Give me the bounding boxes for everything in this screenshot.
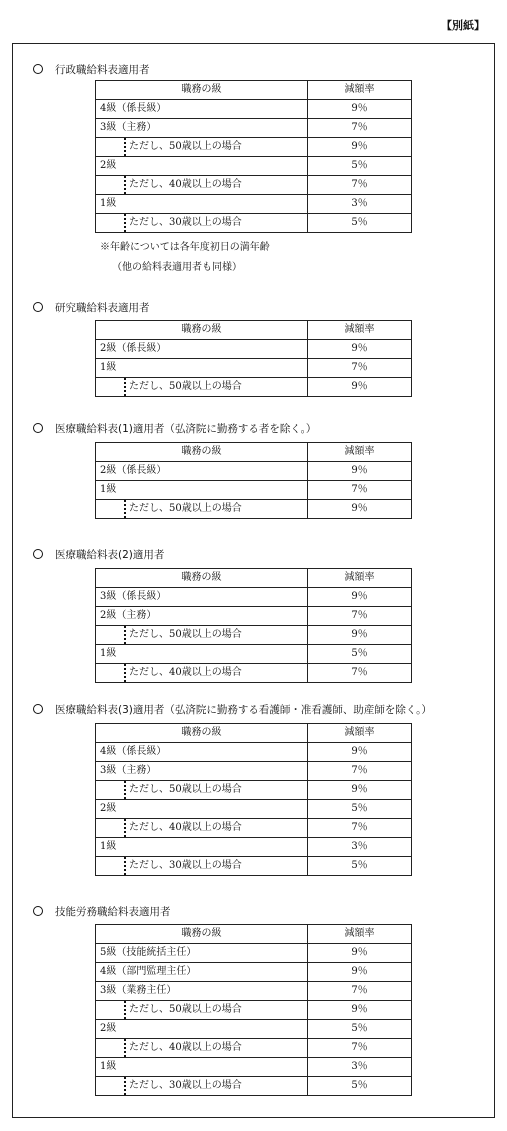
table-header-row [96,569,412,588]
table-header-row [96,81,412,100]
section-title [33,62,150,77]
section-title [33,547,164,562]
header-rate: 減額率 [308,569,412,588]
table-subrow [96,214,412,233]
table-row [96,359,412,378]
table-subrow [96,138,412,157]
table-row [96,645,412,664]
table-subrow [96,857,412,876]
grade-cell: 2級（係長級） [96,462,308,481]
rate-cell: 7％ [308,982,412,1001]
table-header-row [96,925,412,944]
reduction-rate-table [95,723,412,876]
table-row [96,743,412,762]
grade-cell: 2級 [96,157,308,176]
rate-cell: 5％ [308,800,412,819]
rate-cell: 5％ [308,645,412,664]
table-row [96,762,412,781]
age-condition-cell [96,857,308,876]
table-row [96,1058,412,1077]
rate-cell: 9％ [308,500,412,519]
age-condition-text: ただし、50歳以上の場合 [129,629,242,640]
age-condition-cell [96,1077,308,1096]
rate-cell: 9％ [308,462,412,481]
age-condition-cell [96,1001,308,1020]
grade-cell: 4級（係長級） [96,100,308,119]
rate-cell: 3％ [308,195,412,214]
table-row [96,982,412,1001]
header-rate: 減額率 [308,925,412,944]
table-subrow [96,664,412,683]
section-title-text: 医療職給料表(2)適用者 [55,549,165,561]
grade-cell: 1級 [96,481,308,500]
rate-cell: 9％ [308,378,412,397]
rate-cell: 7％ [308,359,412,378]
age-condition-text: ただし、30歳以上の場合 [129,860,242,871]
age-condition-cell [96,1039,308,1058]
age-condition-cell [96,378,308,397]
reduction-rate-table [95,80,412,233]
grade-cell: 1級 [96,645,308,664]
header-rate: 減額率 [308,724,412,743]
age-condition-cell [96,138,308,157]
grade-cell: 3級（業務主任） [96,982,308,1001]
table-subrow [96,819,412,838]
grade-cell: 2級 [96,1020,308,1039]
section-title-text: 行政職給料表適用者 [55,64,150,76]
age-condition-text: ただし、50歳以上の場合 [129,503,242,514]
header-rate: 減額率 [308,443,412,462]
rate-cell: 9％ [308,100,412,119]
grade-cell: 1級 [96,359,308,378]
age-condition-text: ただし、40歳以上の場合 [129,667,242,678]
circle-bullet-icon [33,423,43,433]
table-header-row [96,724,412,743]
header-rate: 減額率 [308,321,412,340]
header-grade: 職務の級 [96,925,308,944]
grade-cell: 3級（係長級） [96,588,308,607]
table-row [96,1020,412,1039]
table-row [96,607,412,626]
table-row [96,100,412,119]
header-grade: 職務の級 [96,724,308,743]
section-title-text: 研究職給料表適用者 [55,302,150,314]
rate-cell: 9％ [308,1001,412,1020]
rate-cell: 7％ [308,819,412,838]
reduction-rate-table [95,924,412,1096]
grade-cell: 4級（部門監理主任） [96,963,308,982]
table-row [96,481,412,500]
circle-bullet-icon [33,906,43,916]
rate-cell: 5％ [308,157,412,176]
rate-cell: 3％ [308,838,412,857]
age-condition-text: ただし、50歳以上の場合 [129,784,242,795]
section-title-text: 技能労務職給料表適用者 [55,906,171,918]
grade-cell: 2級（係長級） [96,340,308,359]
age-condition-cell [96,214,308,233]
age-condition-text: ただし、50歳以上の場合 [129,1004,242,1015]
table-row [96,588,412,607]
table-row [96,944,412,963]
table-subrow [96,781,412,800]
rate-cell: 7％ [308,664,412,683]
grade-cell: 1級 [96,838,308,857]
rate-cell: 9％ [308,138,412,157]
table-row [96,462,412,481]
rate-cell: 9％ [308,781,412,800]
reduction-rate-table [95,320,412,397]
rate-cell: 9％ [308,963,412,982]
grade-cell: 4級（係長級） [96,743,308,762]
section-title-text: 医療職給料表(1)適用者（弘済院に勤務する者を除く。） [55,423,317,435]
rate-cell: 7％ [308,176,412,195]
age-condition-cell [96,664,308,683]
table-row [96,157,412,176]
header-grade: 職務の級 [96,569,308,588]
table-row [96,838,412,857]
age-condition-cell [96,626,308,645]
table-subrow [96,500,412,519]
age-condition-text: ただし、50歳以上の場合 [129,381,242,392]
grade-cell: 2級（主務） [96,607,308,626]
section-title-text: 医療職給料表(3)適用者（弘済院に勤務する看護師・准看護師、助産師を除く。） [55,704,432,716]
age-condition-text: ただし、40歳以上の場合 [129,179,242,190]
age-condition-cell [96,781,308,800]
section-title [33,421,316,436]
table-subrow [96,1001,412,1020]
table-subrow [96,176,412,195]
age-condition-text: ただし、50歳以上の場合 [129,141,242,152]
grade-cell: 1級 [96,1058,308,1077]
grade-cell: 3級（主務） [96,119,308,138]
footnote-line: （他の給料表適用者も同様） [112,262,242,273]
rate-cell: 7％ [308,481,412,500]
table-subrow [96,378,412,397]
rate-cell: 9％ [308,626,412,645]
age-condition-text: ただし、30歳以上の場合 [129,217,242,228]
age-condition-text: ただし、40歳以上の場合 [129,1042,242,1053]
age-condition-text: ただし、40歳以上の場合 [129,822,242,833]
table-subrow [96,626,412,645]
table-row [96,340,412,359]
table-row [96,195,412,214]
header-rate: 減額率 [308,81,412,100]
rate-cell: 7％ [308,1039,412,1058]
section-title [33,702,432,717]
reduction-rate-table [95,442,412,519]
grade-cell: 1級 [96,195,308,214]
rate-cell: 9％ [308,588,412,607]
rate-cell: 7％ [308,119,412,138]
grade-cell: 5級（技能統括主任） [96,944,308,963]
attachment-tag: 【別紙】 [441,19,485,32]
footnote [100,238,270,278]
section-title [33,904,171,919]
grade-cell: 3級（主務） [96,762,308,781]
rate-cell: 9％ [308,340,412,359]
table-row [96,800,412,819]
table-header-row [96,321,412,340]
rate-cell: 7％ [308,762,412,781]
rate-cell: 5％ [308,1077,412,1096]
reduction-rate-table [95,568,412,683]
table-subrow [96,1077,412,1096]
circle-bullet-icon [33,549,43,559]
rate-cell: 9％ [308,944,412,963]
rate-cell: 7％ [308,607,412,626]
age-condition-cell [96,500,308,519]
table-row [96,119,412,138]
rate-cell: 5％ [308,214,412,233]
header-grade: 職務の級 [96,443,308,462]
grade-cell: 2級 [96,800,308,819]
age-condition-text: ただし、30歳以上の場合 [129,1080,242,1091]
footnote-line: ※年齢については各年度初日の満年齢 [100,242,270,253]
header-grade: 職務の級 [96,321,308,340]
rate-cell: 5％ [308,1020,412,1039]
rate-cell: 3％ [308,1058,412,1077]
age-condition-cell [96,176,308,195]
table-row [96,963,412,982]
header-grade: 職務の級 [96,81,308,100]
section-title [33,300,150,315]
circle-bullet-icon [33,302,43,312]
age-condition-cell [96,819,308,838]
circle-bullet-icon [33,64,43,74]
circle-bullet-icon [33,704,43,714]
table-header-row [96,443,412,462]
rate-cell: 5％ [308,857,412,876]
rate-cell: 9％ [308,743,412,762]
table-subrow [96,1039,412,1058]
